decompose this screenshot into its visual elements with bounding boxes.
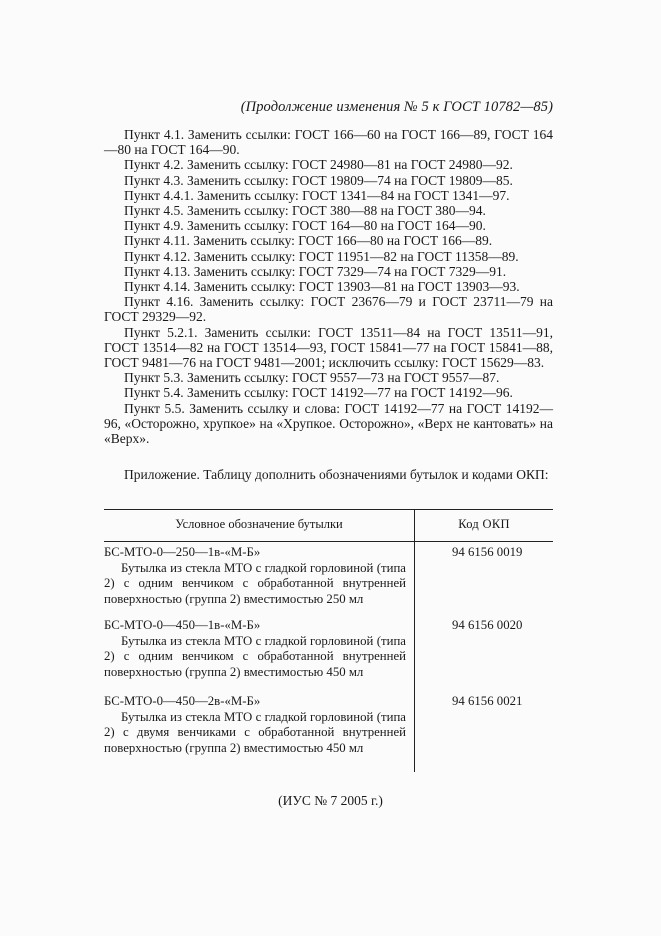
bottle-designation: БС-МТО-0—450—2в-«М-Б» (104, 694, 261, 708)
amendment-item: Пункт 4.13. Заменить ссылку: ГОСТ 7329—74 на ГОСТ 7329—91. (124, 263, 507, 279)
amendment-item: Пункт 4.3. Заменить ссылку: ГОСТ 19809—74 на ГОСТ 19809—85. (124, 172, 513, 188)
table-header-rule (104, 541, 553, 542)
annex-text: Приложение. Таблицу дополнить обозначениями бутылок и кодами ОКП: (124, 467, 549, 482)
amendment-item: Пункт 4.16. Заменить ссылку: ГОСТ 23676—79 и ГОСТ 23711—79 на ГОСТ 29329—92. (104, 294, 553, 325)
amendments-list (104, 127, 553, 446)
amendment-item: Пункт 4.2. Заменить ссылку: ГОСТ 24980—81 на ГОСТ 24980—92. (124, 157, 513, 173)
bottle-description: Бутылка из стекла МТО с гладкой горловиной (типа 2) с одним венчиком с обработанной внутренней поверхностью (группа 2) вместимостью 450 мл (104, 633, 406, 679)
table-row (104, 545, 553, 607)
amendment-item: Пункт 4.14. Заменить ссылку: ГОСТ 13903—81 на ГОСТ 13903—93. (124, 279, 520, 295)
okp-code: 94 6156 0021 (452, 694, 523, 708)
table-header-designation: Условное обозначение бутылки (175, 517, 343, 531)
amendment-item: Пункт 5.2.1. Заменить ссылки: ГОСТ 13511—84 на ГОСТ 13511—91, ГОСТ 13514—82 на ГОСТ 13514—93, ГОСТ 15841—77 на ГОСТ 15841—88, ГОСТ 9481—76 на ГОСТ 9481—2001; исключить ссылку: ГОСТ 15629—83. (104, 324, 553, 371)
source-footer: (ИУС № 7 2005 г.) (278, 793, 383, 808)
amendment-item: Пункт 5.5. Заменить ссылку и слова: ГОСТ 14192—77 на ГОСТ 14192—96, «Осторожно, хрупкое» на «Хрупкое. Осторожно», «Верх не кантовать» на «Верх». (104, 400, 553, 447)
bottle-description: Бутылка из стекла МТО с гладкой горловиной (типа 2) с одним венчиком с обработанной внутренней поверхностью (группа 2) вместимостью 250 мл (104, 560, 406, 606)
continuation-header: (Продолжение изменения № 5 к ГОСТ 10782—85) (240, 99, 553, 115)
amendment-item: Пункт 5.4. Заменить ссылку: ГОСТ 14192—77 на ГОСТ 14192—96. (124, 385, 513, 401)
amendment-item: Пункт 4.4.1. Заменить ссылку: ГОСТ 1341—84 на ГОСТ 1341—97. (124, 187, 510, 203)
amendment-item: Пункт 4.9. Заменить ссылку: ГОСТ 164—80 на ГОСТ 164—90. (124, 218, 486, 234)
bottle-designation: БС-МТО-0—250—1в-«М-Б» (104, 545, 261, 559)
okp-code: 94 6156 0019 (452, 545, 523, 559)
table-row (104, 694, 553, 756)
amendment-item: Пункт 4.12. Заменить ссылку: ГОСТ 11951—82 на ГОСТ 11358—89. (124, 248, 519, 264)
amendment-item: Пункт 4.11. Заменить ссылку: ГОСТ 166—80 на ГОСТ 166—89. (124, 233, 493, 249)
bottle-description: Бутылка из стекла МТО с гладкой горловиной (типа 2) с двумя венчиками с обработанной внутренней поверхностью (группа 2) вместимостью 450 мл (104, 709, 406, 755)
table-header-okp-code: Код ОКП (458, 517, 510, 531)
table-top-rule (104, 509, 553, 510)
amendment-item: Пункт 4.5. Заменить ссылку: ГОСТ 380—88 на ГОСТ 380—94. (124, 203, 486, 219)
okp-code: 94 6156 0020 (452, 618, 523, 632)
amendment-item: Пункт 4.1. Заменить ссылки: ГОСТ 166—60 на ГОСТ 166—89, ГОСТ 164—80 на ГОСТ 164—90. (104, 127, 553, 158)
table-row (104, 618, 553, 680)
amendment-item: Пункт 5.3. Заменить ссылку: ГОСТ 9557—73 на ГОСТ 9557—87. (124, 370, 500, 386)
bottle-designation: БС-МТО-0—450—1в-«М-Б» (104, 618, 261, 632)
